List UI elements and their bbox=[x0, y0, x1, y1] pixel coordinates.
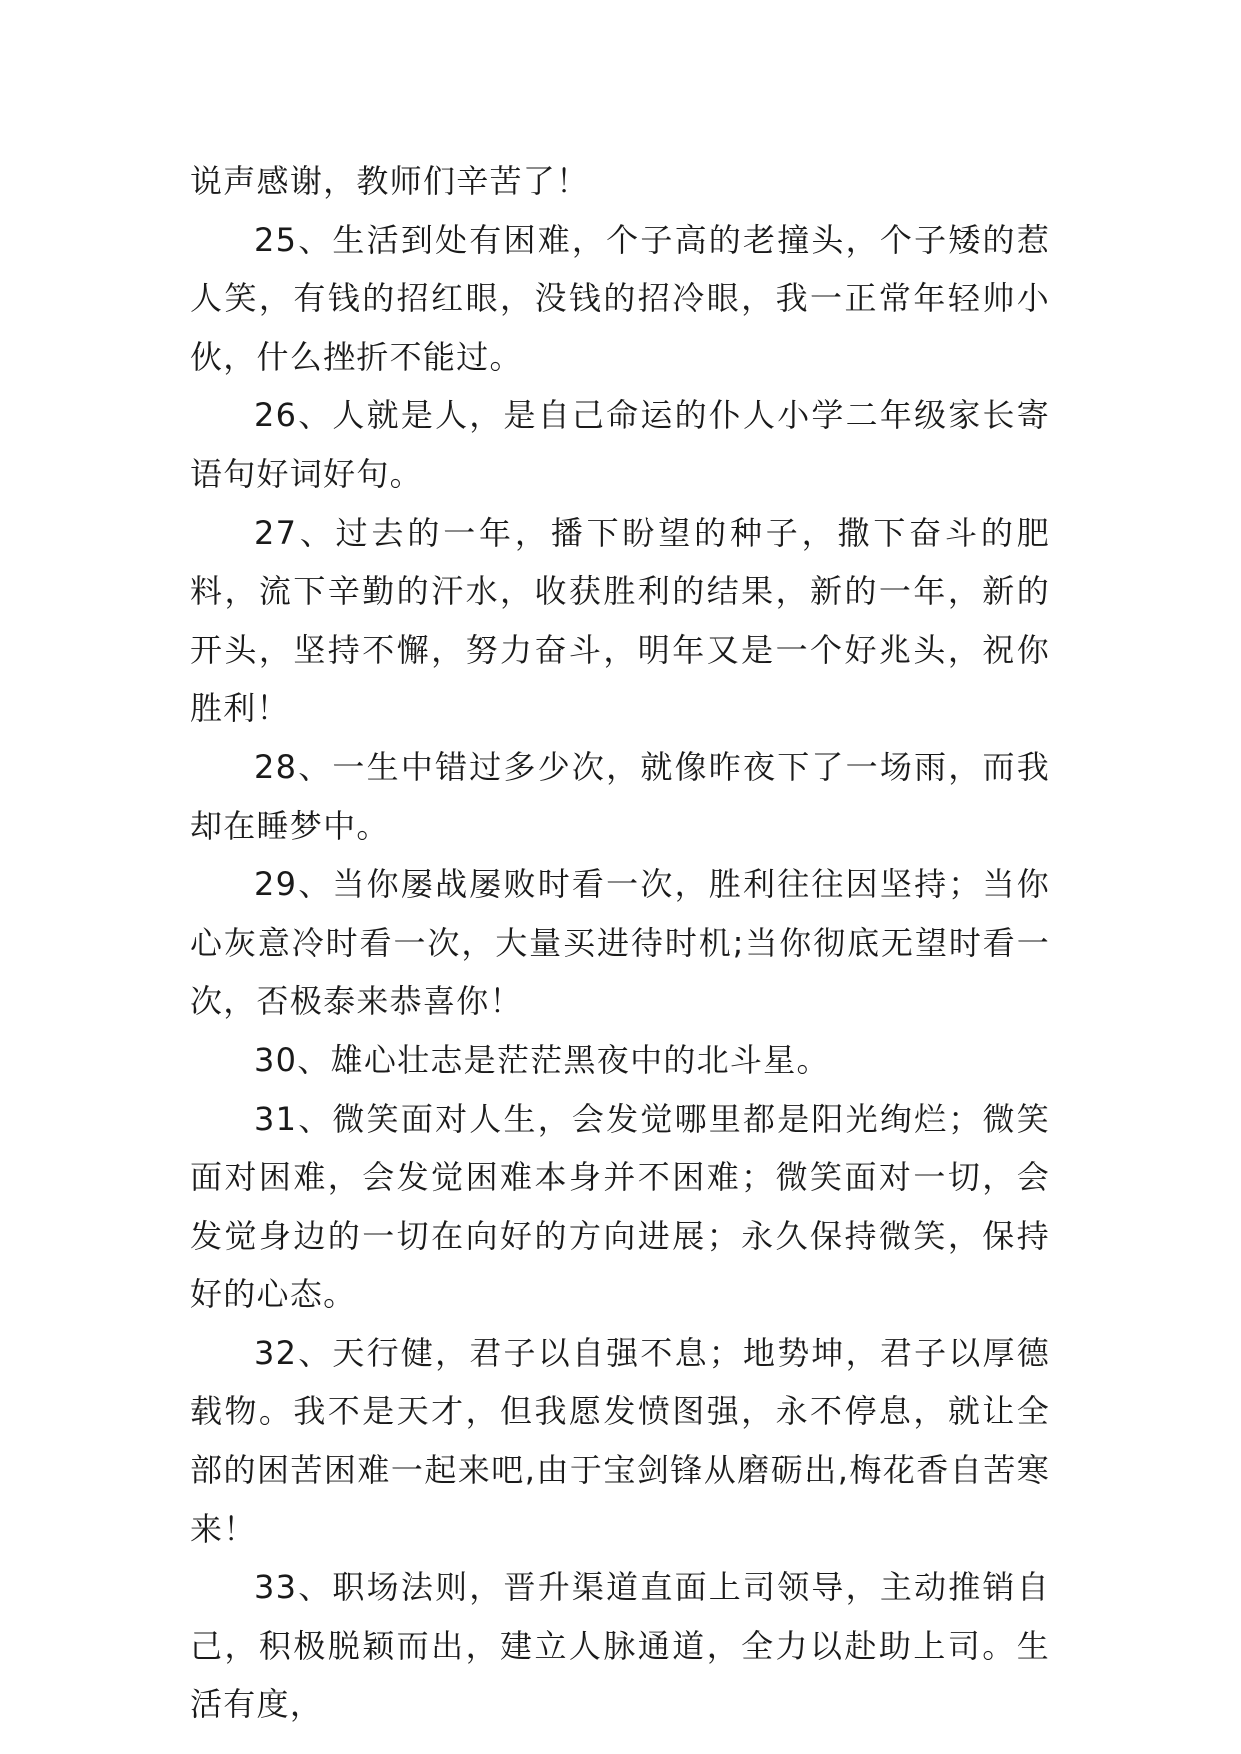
paragraph-29: 29、当你屡战屡败时看一次，胜利往往因坚持；当你心灰意冷时看一次，大量买进待时机;当你彻底无望时看一次，否极泰来恭喜你！ bbox=[190, 865, 1050, 1021]
paragraph-25: 25、生活到处有困难，个子高的老撞头，个子矮的惹人笑，有钱的招红眼，没钱的招冷眼，我一正常年轻帅小伙，什么挫折不能过。 bbox=[190, 220, 1050, 376]
paragraph-continuation: 说声感谢，教师们辛苦了！ bbox=[190, 162, 590, 200]
paragraph-26: 26、人就是人，是自己命运的仆人小学二年级家长寄语句好词好句。 bbox=[190, 396, 1050, 493]
paragraph-30: 30、雄心壮志是茫茫黑夜中的北斗星。 bbox=[254, 1040, 830, 1079]
paragraph-32: 32、天行健，君子以自强不息；地势坤，君子以厚德载物。我不是天才，但我愿发愤图强，永不停息，就让全部的困苦困难一起来吧,由于宝剑锋从磨砺出,梅花香自苦寒来！ bbox=[190, 1333, 1050, 1548]
paragraph-33: 33、职场法则，晋升渠道直面上司领导，主动推销自己，积极脱颖而出，建立人脉通道，全力以赴助上司。生活有度， bbox=[190, 1568, 1050, 1724]
paragraph-27: 27、过去的一年，播下盼望的种子，撒下奋斗的肥料，流下辛勤的汗水，收获胜利的结果，新的一年，新的开头，坚持不懈，努力奋斗，明年又是一个好兆头，祝你胜利！ bbox=[190, 513, 1050, 728]
paragraph-31: 31、微笑面对人生，会发觉哪里都是阳光绚烂；微笑面对困难，会发觉困难本身并不困难；微笑面对一切，会发觉身边的一切在向好的方向进展；永久保持微笑，保持好的心态。 bbox=[190, 1099, 1050, 1314]
document-body bbox=[190, 152, 1050, 1734]
paragraph-28: 28、一生中错过多少次，就像昨夜下了一场雨，而我却在睡梦中。 bbox=[190, 747, 1050, 845]
